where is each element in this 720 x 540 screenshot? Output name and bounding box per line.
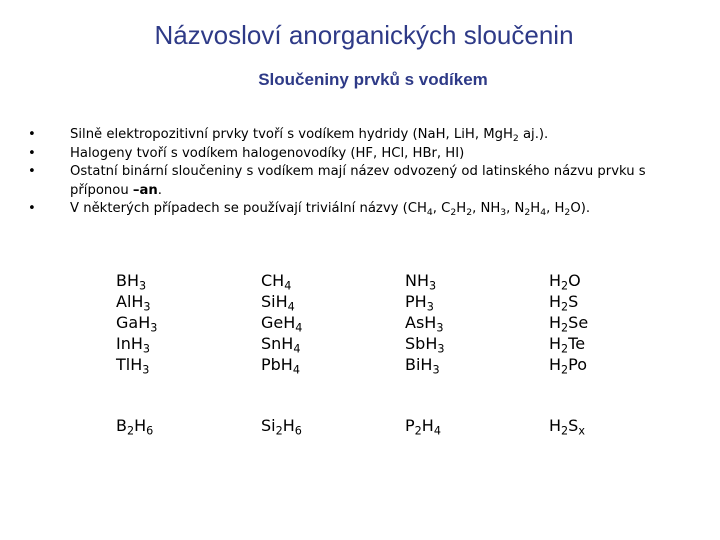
compound-formula [116, 415, 153, 436]
subscript: 3 [436, 321, 444, 335]
text-segment: P [405, 416, 415, 435]
compound-formula [549, 333, 588, 354]
text-segment: NH [405, 271, 429, 290]
text-segment: TlH [116, 355, 143, 374]
slide-title: Názvosloví anorganických sloučenin [154, 20, 574, 50]
subscript: 4 [292, 363, 300, 377]
text-segment: InH [116, 334, 143, 353]
text-segment: AsH [405, 313, 437, 332]
text-segment: H [134, 416, 147, 435]
text-segment: H [549, 416, 562, 435]
subscript: 4 [293, 342, 301, 356]
text-segment: SiH [261, 292, 288, 311]
compound-formula [549, 354, 588, 375]
compound-formula [549, 312, 588, 333]
subscript: 2 [561, 342, 569, 356]
text-segment: Silně elektropozitivní prvky tvoří s vodíkem hydridy (NaH, LiH, MgH [70, 127, 513, 142]
compound-formula [261, 354, 302, 375]
compound-formula [405, 291, 444, 312]
text-segment: CH [261, 271, 285, 290]
compound-formula [116, 312, 157, 333]
text-segment: SnH [261, 334, 294, 353]
text-segment: H [549, 313, 562, 332]
text-segment: PbH [261, 355, 293, 374]
compound-formula [261, 415, 302, 436]
text-segment: PH [405, 292, 427, 311]
oxygen-hydrides-column [549, 270, 588, 375]
subscript: 4 [540, 206, 547, 218]
subscript: 4 [284, 279, 292, 293]
bold-text: –an [132, 182, 158, 198]
compound-formula [116, 270, 157, 291]
bullet-item [28, 163, 708, 200]
subscript: 2 [524, 206, 531, 218]
subscript: 4 [295, 321, 303, 335]
compound-formula [116, 333, 157, 354]
compound-formula [405, 415, 441, 436]
text-segment: H [549, 292, 562, 311]
compound-formula [261, 333, 302, 354]
compound-formula [261, 291, 302, 312]
nitrogen-hydrides-column [405, 270, 444, 375]
subscript: 6 [294, 424, 302, 438]
text-segment: H [530, 201, 541, 216]
subscript: 6 [146, 424, 154, 438]
text-segment: V některých případech se používají triviální názvy (CH [70, 201, 427, 216]
subscript: 2 [512, 132, 519, 144]
subscript: 2 [561, 321, 569, 335]
subscript: 2 [561, 279, 569, 293]
subscript: 3 [143, 300, 151, 314]
text-segment: H [549, 271, 562, 290]
text-segment: Po [568, 355, 588, 374]
compound-formula [261, 270, 302, 291]
text-segment: , N [506, 201, 525, 216]
subscript: 2 [561, 300, 569, 314]
text-segment: H [456, 201, 467, 216]
subscript: 2 [414, 424, 422, 438]
subscript: 2 [561, 424, 569, 438]
text-segment: Ostatní binární sloučeniny s vodíkem mají název odvozený od latinského názvu prvku s příponou [70, 164, 646, 198]
text-segment: H [282, 416, 295, 435]
nitrogen-dimer [405, 415, 441, 436]
text-segment: Se [568, 313, 589, 332]
text-segment: O [568, 271, 581, 290]
text-segment: S [568, 416, 579, 435]
subscript: 3 [432, 363, 440, 377]
text-segment: H [549, 355, 562, 374]
compound-formula [116, 354, 157, 375]
subscript: 3 [139, 279, 147, 293]
text-segment: , NH [472, 201, 501, 216]
oxygen-polysulfide [549, 415, 585, 436]
compound-formula [549, 415, 585, 436]
subscript: 2 [126, 424, 135, 438]
text-segment: Te [568, 334, 586, 353]
text-segment: Si [261, 416, 276, 435]
text-segment: GeH [261, 313, 296, 332]
text-segment: AlH [116, 292, 144, 311]
compound-formula [405, 354, 444, 375]
subscript: 4 [433, 424, 441, 438]
subscript: 4 [426, 206, 433, 218]
subscript: 2 [450, 206, 457, 218]
text-segment: aj.). [518, 127, 549, 142]
text-segment: H [421, 416, 434, 435]
subscript: 3 [429, 279, 437, 293]
subscript: 3 [500, 206, 507, 218]
carbon-dimer [261, 415, 302, 436]
text-segment: . [157, 182, 162, 198]
compound-formula [261, 312, 302, 333]
text-segment: Halogeny tvoří s vodíkem halogenovodíky (HF, HCl, HBr, HI) [70, 145, 465, 161]
compound-formula [405, 312, 444, 333]
subscript: 3 [142, 363, 150, 377]
carbon-hydrides-column [261, 270, 302, 375]
compound-formula [549, 270, 588, 291]
subscript: 3 [426, 300, 434, 314]
subscript: 2 [561, 363, 569, 377]
compound-formula [405, 333, 444, 354]
text-segment: SbH [405, 334, 438, 353]
text-segment: BiH [405, 355, 433, 374]
subscript: 3 [150, 321, 158, 335]
subscript: 3 [437, 342, 445, 356]
text-segment: , C [432, 201, 451, 216]
subscript: 3 [142, 342, 151, 356]
compound-formula [116, 291, 157, 312]
slide-subtitle: Sloučeniny prvků s vodíkem [258, 70, 488, 89]
text-segment: S [568, 292, 579, 311]
bullet-item [28, 200, 708, 219]
subscript: 2 [466, 206, 473, 218]
text-segment: BH [116, 271, 140, 290]
text-segment: GaH [116, 313, 151, 332]
bullet-item [28, 145, 708, 164]
subscript: 2 [564, 206, 571, 218]
bullet-list [28, 126, 708, 219]
subscript: x [578, 424, 585, 438]
subscript: 2 [275, 424, 283, 438]
compound-formula [549, 291, 588, 312]
text-segment: B [116, 416, 127, 435]
subscript: 4 [287, 300, 295, 314]
compound-formula [405, 270, 444, 291]
boron-hydrides-column [116, 270, 157, 375]
text-segment: O). [570, 201, 591, 216]
text-segment: , H [546, 201, 565, 216]
boron-dimer [116, 415, 153, 436]
text-segment: H [549, 334, 562, 353]
bullet-item [28, 126, 708, 145]
